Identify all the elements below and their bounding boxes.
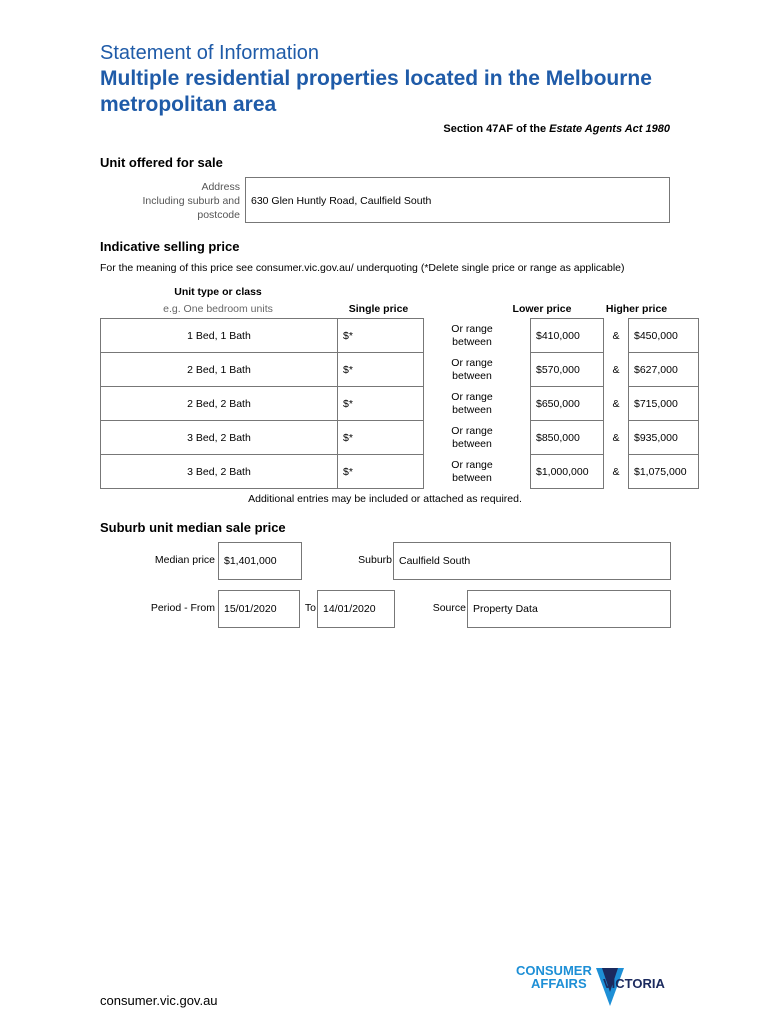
median-heading: Suburb unit median sale price bbox=[100, 520, 286, 535]
ampersand: & bbox=[612, 329, 620, 342]
median-price-field[interactable]: $1,401,000 bbox=[218, 542, 302, 580]
lower-price-cell[interactable]: $1,000,000 bbox=[531, 455, 604, 489]
or-range-label: Or range between bbox=[451, 424, 493, 450]
period-from-label: Period - From bbox=[150, 602, 215, 614]
col-unit-type: Unit type or class bbox=[174, 286, 262, 298]
spacer bbox=[424, 421, 445, 455]
source-label: Source bbox=[432, 602, 466, 614]
period-to-field[interactable]: 14/01/2020 bbox=[317, 590, 395, 628]
higher-price-cell[interactable]: $935,000 bbox=[629, 421, 699, 455]
price-row bbox=[101, 421, 699, 455]
address-label-line3: postcode bbox=[197, 209, 240, 221]
price-row bbox=[101, 319, 699, 353]
additional-entries-note: Additional entries may be included or attached as required. bbox=[248, 493, 522, 505]
spacer bbox=[424, 353, 445, 387]
median-price-label: Median price bbox=[154, 554, 215, 566]
higher-price-cell[interactable]: $715,000 bbox=[629, 387, 699, 421]
or-range-label: Or range between bbox=[451, 390, 493, 416]
lower-price-cell[interactable]: $410,000 bbox=[531, 319, 604, 353]
source-field[interactable]: Property Data bbox=[467, 590, 671, 628]
ampersand: & bbox=[612, 431, 620, 444]
address-label-line1: Address bbox=[201, 181, 240, 193]
col-single-price: Single price bbox=[348, 303, 409, 315]
or-range-label: Or range between bbox=[451, 356, 493, 382]
consumer-affairs-victoria-logo bbox=[516, 960, 676, 1012]
unit-type-cell[interactable]: 3 Bed, 2 Bath bbox=[101, 421, 338, 455]
footer-website: consumer.vic.gov.au bbox=[100, 993, 218, 1008]
price-row bbox=[101, 387, 699, 421]
single-price-cell[interactable]: $* bbox=[338, 455, 424, 489]
single-price-cell[interactable]: $* bbox=[338, 387, 424, 421]
unit-type-cell[interactable]: 3 Bed, 2 Bath bbox=[101, 455, 338, 489]
logo-consumer-text: CONSUMER bbox=[516, 963, 592, 978]
indicative-price-note: For the meaning of this price see consumer.vic.gov.au/ underquoting (*Delete single price or range as applicable) bbox=[100, 262, 625, 274]
lower-price-cell[interactable]: $570,000 bbox=[531, 353, 604, 387]
section-ref-prefix: Section 47AF of the bbox=[443, 123, 550, 135]
period-from-field[interactable]: 15/01/2020 bbox=[218, 590, 300, 628]
unit-type-cell[interactable]: 1 Bed, 1 Bath bbox=[101, 319, 338, 353]
indicative-price-heading: Indicative selling price bbox=[100, 239, 240, 254]
price-row bbox=[101, 353, 699, 387]
lower-price-cell[interactable]: $850,000 bbox=[531, 421, 604, 455]
address-label bbox=[100, 180, 240, 222]
suburb-field[interactable]: Caulfield South bbox=[393, 542, 671, 580]
spacer bbox=[500, 421, 531, 455]
higher-price-cell[interactable]: $450,000 bbox=[629, 319, 699, 353]
spacer bbox=[500, 455, 531, 489]
price-row bbox=[101, 455, 699, 489]
spacer bbox=[500, 387, 531, 421]
suburb-label: Suburb bbox=[358, 554, 392, 566]
col-unit-example: e.g. One bedroom units bbox=[163, 303, 273, 315]
price-table bbox=[100, 318, 699, 489]
lower-price-cell[interactable]: $650,000 bbox=[531, 387, 604, 421]
higher-price-cell[interactable]: $627,000 bbox=[629, 353, 699, 387]
spacer bbox=[500, 319, 531, 353]
period-to-label: To bbox=[304, 602, 316, 614]
section-reference bbox=[100, 123, 670, 135]
unit-type-cell[interactable]: 2 Bed, 2 Bath bbox=[101, 387, 338, 421]
address-field[interactable]: 630 Glen Huntly Road, Caulfield South bbox=[245, 177, 670, 223]
single-price-cell[interactable]: $* bbox=[338, 319, 424, 353]
single-price-cell[interactable]: $* bbox=[338, 353, 424, 387]
logo-graphic bbox=[516, 960, 676, 1012]
logo-affairs-text: AFFAIRS bbox=[531, 976, 587, 991]
col-lower-price: Lower price bbox=[512, 303, 572, 315]
logo-victoria-text: VICTORIA bbox=[603, 976, 665, 991]
ampersand: & bbox=[612, 397, 620, 410]
unit-offered-heading: Unit offered for sale bbox=[100, 155, 223, 170]
col-higher-price: Higher price bbox=[605, 303, 668, 315]
document-pretitle: Statement of Information bbox=[100, 42, 320, 64]
single-price-cell[interactable]: $* bbox=[338, 421, 424, 455]
spacer bbox=[424, 387, 445, 421]
higher-price-cell[interactable]: $1,075,000 bbox=[629, 455, 699, 489]
spacer bbox=[424, 455, 445, 489]
address-label-line2: Including suburb and bbox=[142, 195, 240, 207]
spacer bbox=[500, 353, 531, 387]
ampersand: & bbox=[612, 465, 620, 478]
or-range-label: Or range between bbox=[451, 458, 493, 484]
document-title: Multiple residential properties located in the Melbourne metropolitan area bbox=[100, 67, 652, 116]
spacer bbox=[424, 319, 445, 353]
section-ref-act: Estate Agents Act 1980 bbox=[549, 123, 670, 135]
or-range-label: Or range between bbox=[451, 322, 493, 348]
unit-type-cell[interactable]: 2 Bed, 1 Bath bbox=[101, 353, 338, 387]
ampersand: & bbox=[612, 363, 620, 376]
